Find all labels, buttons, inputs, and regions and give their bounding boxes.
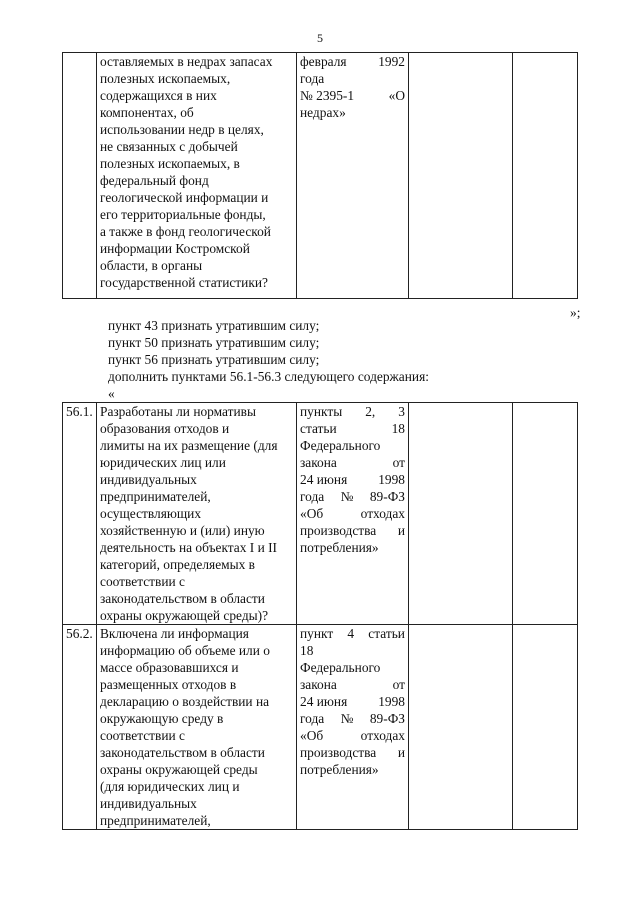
top-table (62, 52, 578, 299)
number-cell: 56.2. (63, 625, 97, 830)
law-line (300, 70, 405, 87)
law-word: и (397, 523, 405, 538)
text-line: лимиты на их размещение (для (100, 438, 278, 453)
text-line: соответствии с (100, 574, 185, 589)
law-word: года (300, 711, 325, 726)
text-line: окружающую среду в (100, 711, 224, 726)
text-line: Включена ли информация (100, 626, 249, 641)
text-line: информации Костромской (100, 241, 250, 256)
text-line: образования отходов и (100, 421, 230, 436)
law-word: и (397, 745, 405, 760)
law-word: закона (300, 455, 337, 470)
law-word: пункты (300, 404, 343, 419)
law-word: статьи (300, 421, 337, 436)
law-line (300, 104, 405, 121)
law-word: 18 (300, 643, 314, 658)
law-word: отходах (360, 728, 405, 743)
empty-cell (409, 53, 513, 299)
text-line: категорий, определяемых в (100, 557, 255, 572)
law-line (300, 761, 405, 778)
law-word: статьи (368, 626, 405, 641)
text-line: законодательством в области (100, 745, 265, 760)
text-line: использовании недр в целях, (100, 122, 264, 137)
law-word: «Об (300, 506, 324, 521)
text-line: законодательством в области (100, 591, 265, 606)
text-line: Разработаны ли нормативы (100, 404, 256, 419)
number-cell: 56.1. (63, 403, 97, 625)
law-line (300, 642, 405, 659)
table-row (63, 625, 578, 830)
text-line: не связанных с добычей (100, 139, 238, 154)
law-line (300, 488, 405, 505)
text-line: массе образовавшихся и (100, 660, 239, 675)
law-word: недрах» (300, 105, 346, 120)
law-line (300, 522, 405, 539)
law-word: 24 июня (300, 694, 348, 709)
text-line: предпринимателей, (100, 489, 211, 504)
text-line: его территориальные фонды, (100, 207, 266, 222)
text-line: государственной статистики? (100, 275, 268, 290)
text-line: предпринимателей, (100, 813, 211, 828)
amendment-paragraphs (108, 317, 429, 402)
law-word: производства (300, 523, 377, 538)
page-number: 5 (317, 31, 323, 45)
law-line (300, 659, 405, 676)
question-cell (97, 53, 297, 299)
law-word: Федерального (300, 438, 381, 453)
law-word: «Об (300, 728, 324, 743)
text-line: декларацию о воздействии на (100, 694, 270, 709)
law-line (300, 437, 405, 454)
text-line: размещенных отходов в (100, 677, 237, 692)
empty-cell (409, 403, 513, 625)
law-line (300, 710, 405, 727)
closing-quote-mark: »; (570, 305, 581, 320)
amendment-line: дополнить пунктами 56.1-56.3 следующего содержания: (108, 369, 429, 384)
law-line (300, 87, 405, 104)
law-word: «О (388, 88, 405, 103)
law-word: потребления» (300, 762, 379, 777)
law-word: отходах (360, 506, 405, 521)
law-line (300, 454, 405, 471)
amendment-line: пункт 56 признать утратившим силу; (108, 352, 320, 367)
law-word: февраля (300, 54, 347, 69)
question-cell (97, 403, 297, 625)
text-line: (для юридических лиц и (100, 779, 240, 794)
law-line (300, 676, 405, 693)
law-line (300, 471, 405, 488)
text-line: юридических лиц или (100, 455, 226, 470)
empty-cell (409, 625, 513, 830)
text-line: соответствии с (100, 728, 185, 743)
text-line: осуществляющих (100, 506, 202, 521)
text-line: полезных ископаемых, (100, 71, 231, 86)
text-line: охраны окружающей среды (100, 762, 258, 777)
law-word: 89-ФЗ (369, 489, 405, 504)
number-cell (63, 53, 97, 299)
text-line: оставляемых в недрах запасах (100, 54, 273, 69)
law-word: года (300, 489, 325, 504)
law-word: № (340, 711, 354, 726)
law-line (300, 505, 405, 522)
law-word: 1992 (378, 54, 405, 69)
bottom-table (62, 402, 578, 830)
law-word: года (300, 71, 325, 86)
question-cell (97, 625, 297, 830)
text-line: информацию об объеме или о (100, 643, 270, 658)
law-word: пункт (300, 626, 334, 641)
table-row (63, 53, 578, 299)
text-line: хозяйственную и (или) иную (100, 523, 265, 538)
text-line: области, в органы (100, 258, 203, 273)
empty-cell (513, 403, 578, 625)
text-line: охраны окружающей среды)? (100, 608, 269, 623)
text-line: содержащихся в них (100, 88, 217, 103)
law-word: 4 (347, 626, 355, 641)
law-word: от (392, 455, 405, 470)
text-line: а также в фонд геологической (100, 224, 271, 239)
text-line: геологической информации и (100, 190, 269, 205)
law-word: Федерального (300, 660, 381, 675)
law-word: производства (300, 745, 377, 760)
text-line: индивидуальных (100, 472, 197, 487)
empty-cell (513, 625, 578, 830)
law-line (300, 625, 405, 642)
law-word: потребления» (300, 540, 379, 555)
law-word: 1998 (378, 694, 405, 709)
law-word: закона (300, 677, 337, 692)
text-line: деятельность на объектах I и II (100, 540, 278, 555)
law-word: 1998 (378, 472, 405, 487)
law-word: 24 июня (300, 472, 348, 487)
law-line (300, 744, 405, 761)
text-line: полезных ископаемых, в (100, 156, 240, 171)
law-word: от (392, 677, 405, 692)
law-word: № (340, 489, 354, 504)
law-word: № 2395-1 (300, 88, 355, 103)
law-word: 2, (365, 404, 376, 419)
text-line: компонентах, об (100, 105, 194, 120)
law-line (300, 539, 405, 556)
law-word: 89-ФЗ (369, 711, 405, 726)
law-word: 18 (391, 421, 405, 436)
law-line (300, 403, 405, 420)
empty-cell (513, 53, 578, 299)
amendment-line: пункт 50 признать утратившим силу; (108, 335, 320, 350)
law-word: 3 (398, 404, 405, 419)
law-reference-cell (297, 403, 409, 625)
law-line (300, 420, 405, 437)
law-line (300, 693, 405, 710)
text-line: федеральный фонд (100, 173, 209, 188)
law-reference-cell (297, 625, 409, 830)
opening-quote-mark: « (108, 386, 115, 401)
amendment-line: пункт 43 признать утратившим силу; (108, 318, 320, 333)
law-reference-cell (297, 53, 409, 299)
law-line (300, 727, 405, 744)
text-line: индивидуальных (100, 796, 197, 811)
table-row (63, 403, 578, 625)
law-line (300, 53, 405, 70)
